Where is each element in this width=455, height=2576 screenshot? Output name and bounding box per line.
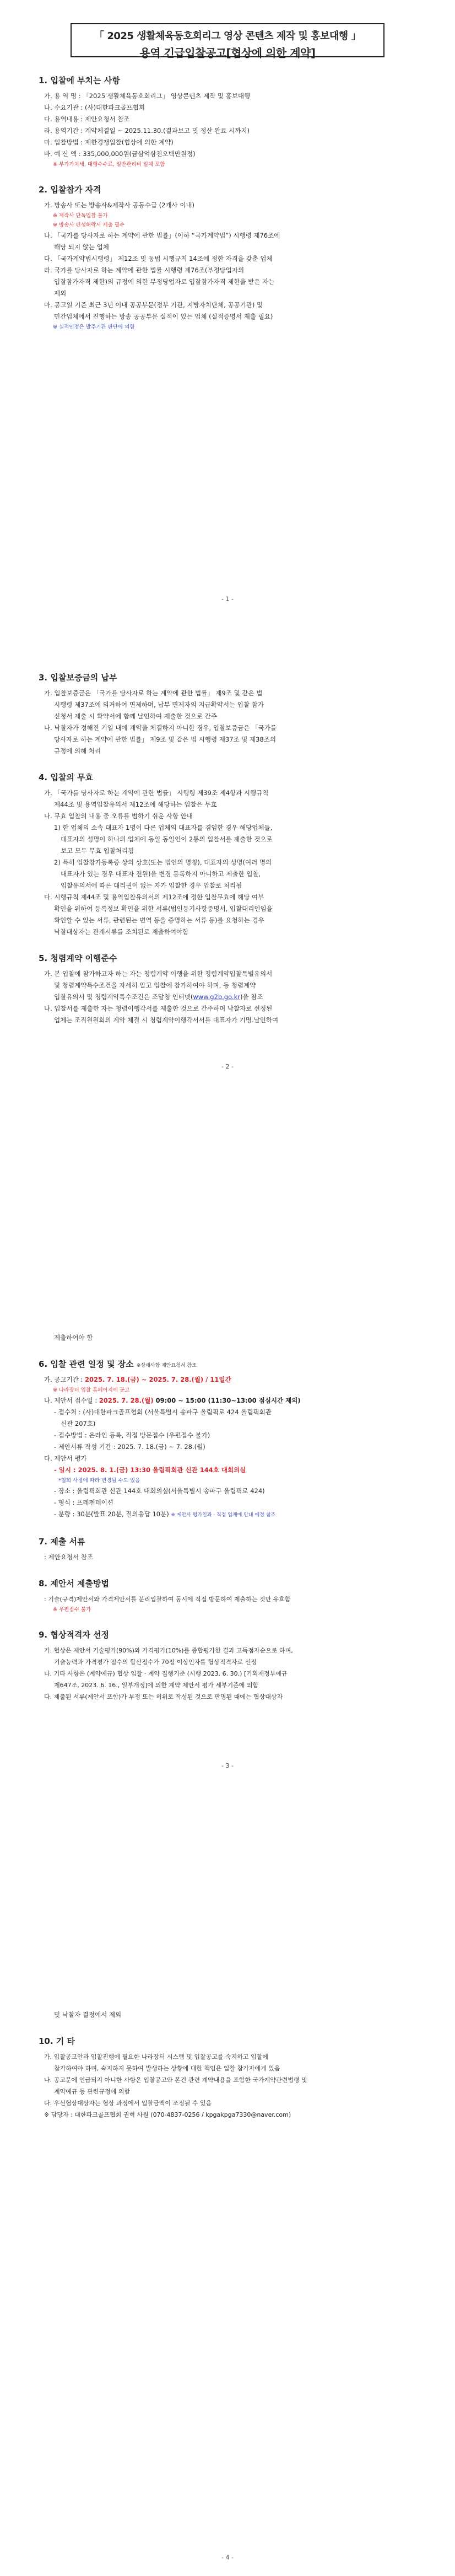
evaluation-duration-note: ※ 제안사 평가일과 · 직접 업체에 안내 예정 참조 bbox=[171, 1512, 276, 1518]
misc-c: 다. 우선협상대상자는 협상 과정에서 입찰금액이 조정될 수 있음 bbox=[44, 2100, 212, 2107]
section-4-heading: 4. 입찰의 무효 bbox=[39, 772, 94, 782]
service-period: 라. 용역기간 : 계약체결일 ~ 2025.11.30.(결과보고 및 정산 완료 시까지) bbox=[44, 127, 250, 135]
negotiation-c: 다. 제출된 서류(제안서 포함)가 부정 또는 허위로 작성된 것으로 판명된 때에는 협상대상자 bbox=[44, 1693, 283, 1700]
integrity-a-1: 가. 본 입찰에 참가하고자 하는 자는 청렴계약 이행을 위한 청렴계약입찰특별유의서 bbox=[44, 970, 273, 978]
invalid-b-1: 나. 무효 입찰의 내용 중 오류를 범하기 쉬운 사항 안내 bbox=[44, 812, 193, 820]
deposit-a-1: 가. 입찰보증금은 「국가를 당사자로 하는 계약에 관한 법률」 제9조 및 같은 법 bbox=[44, 689, 263, 697]
page-number-2: - 2 - bbox=[221, 1063, 234, 1070]
page-2 bbox=[0, 644, 455, 1288]
section-3 bbox=[39, 672, 416, 1026]
notice-title-line1: 「 2025 생활체육동호회리그 영상 콘텐츠 제작 및 홍보대행 」 bbox=[94, 30, 361, 42]
evaluation-duration: - 분량 : 30분(발표 20분, 질의응답 10분) ※ 제안사 평가일과 · 직접 업체에 안내 예정 참조 bbox=[54, 1510, 276, 1518]
invalid-b-2: 1) 한 업체의 소속 대표자 1명이 다른 업체의 대표자를 겸임한 경우 해당업체들, bbox=[54, 824, 273, 831]
page-number-1: - 1 - bbox=[221, 595, 234, 603]
eligibility-note-3: ※ 실적인정은 발주기관 판단에 의함 bbox=[53, 324, 135, 330]
documents-text: : 제안요청서 참조 bbox=[44, 1553, 93, 1561]
misc-a-1: 가. 입찰공고안과 입찰진행에 필요한 나라장터 시스템 및 입찰공고를 숙지하고 입찰에 bbox=[44, 2053, 268, 2060]
section-1-heading: 1. 입찰에 부치는 사항 bbox=[39, 76, 120, 85]
misc-b-1: 나. 공고문에 언급되지 아니한 사항은 입찰공고와 본건 관련 계약내용을 포함한 국가계약관련법령 및 bbox=[44, 2076, 307, 2084]
section-7-heading: 7. 제출 서류 bbox=[39, 1537, 85, 1547]
section-6-heading: 6. 입찰 관련 일정 및 장소 ※상세사항 제안요청서 참조 bbox=[39, 1359, 197, 1369]
invalid-a-2: 제44조 및 용역입찰유의서 제12조에 해당하는 입찰은 무효 bbox=[54, 801, 217, 808]
integrity-b-2: 업체는 조직원원회의 계약 체결 시 청렴계약이행각서서를 대표자가 기명․날인하여 bbox=[54, 1016, 279, 1024]
misc-a-2: 참가하여야 하며, 숙지하지 못하여 발생하는 상황에 대한 책임은 입찰 참가자에게 있음 bbox=[54, 2065, 280, 2072]
submission-date-value: 2025. 7. 28.(월) bbox=[99, 1397, 154, 1404]
page-1 bbox=[0, 0, 455, 644]
drafting-period: - 제안서류 작성 기간 : 2025. 7. 18.(금) ~ 7. 28.(월) bbox=[54, 1443, 205, 1451]
section-6-heading-note: ※상세사항 제안요청서 참조 bbox=[136, 1363, 197, 1368]
service-name: 가. 용 역 명 : 「2025 생활체육동호회리그」 영상콘텐츠 제작 및 홍보대행 bbox=[44, 92, 251, 100]
evaluation-place: - 장소 : 올림픽회관 신관 144호 대회의실(서울특별시 송파구 올림픽로 424) bbox=[54, 1487, 265, 1495]
eligibility-d-1: 라. 국가를 당사자로 하는 계약에 관한 법률 시행령 제76조(부정당업자의 bbox=[44, 266, 245, 274]
invalid-b-5: 2) 특히 입찰참가등록증 상의 상호(또는 법인의 명칭), 대표자의 성명(여러 명의 bbox=[54, 858, 272, 866]
eligibility-b-1: 나. 「국가를 당사자로 하는 계약에 관한 법률」(이하 “국가계약법”) 시행령 제76조에 bbox=[44, 232, 280, 239]
evaluation-heading: 다. 제안서 평가 bbox=[44, 1455, 87, 1462]
notice-period-note: ※ 나라장터 입찰 홈페이지에 공고 bbox=[53, 1387, 130, 1393]
section-1 bbox=[39, 74, 416, 332]
notice-period: 가. 공고기간 : 2025. 7. 18.(금) ~ 2025. 7. 28.(월) / 11일간 bbox=[44, 1376, 231, 1383]
eligibility-d-3: 제외 bbox=[54, 289, 67, 297]
service-content: 다. 용역내용 : 제안요청서 참조 bbox=[44, 115, 130, 123]
invalid-c-2: 확인을 위하여 등록정보 확인을 위한 서류(법인등기사항증명서, 입찰대리인임을 bbox=[54, 905, 273, 913]
eligibility-note-2: ※ 방송사 편성허락서 제출 필수 bbox=[53, 222, 125, 228]
section-2-heading: 2. 입찰참가 자격 bbox=[39, 185, 101, 195]
bid-method: 마. 입찰방법 : 제한경쟁입찰(협상에 의한 계약) bbox=[44, 138, 174, 146]
eligibility-e-2: 민간업체에서 진행하는 방송 공공부문 실적이 있는 업체 (실적증명서 제출 필요) bbox=[54, 313, 273, 320]
integrity-b-1: 나. 입찰서를 제출한 자는 청렴이행각서를 제출한 것으로 간주하며 낙찰자로 선정된 bbox=[44, 1005, 273, 1012]
negotiation-a-2: 기술능력과 가격평가 점수의 합산점수가 70점 이상인자를 협상적격자로 선정 bbox=[54, 1659, 257, 1666]
invalid-c-1: 다. 시행규칙 제44조 및 용역입찰유의서의 제12조에 정한 입찰무효에 해당 여부 bbox=[44, 893, 264, 901]
deposit-a-3: 신청서 제출 시 확약서에 함께 날인하여 제출한 것으로 간주 bbox=[54, 712, 217, 720]
negotiation-b-1: 나. 기타 사항은 (계약예규) 협상 입찰 · 계약 집행기준 (시행 2023. 6. 30.) [기획재정부예규 bbox=[44, 1670, 288, 1677]
integrity-a-3-post: )을 참조 bbox=[240, 993, 263, 1001]
evaluation-date-note: *협회 사정에 따라 변경될 수도 있음 bbox=[58, 1478, 140, 1484]
section-9-heading: 9. 협상적격자 선정 bbox=[39, 1630, 110, 1640]
budget: 바. 예 산 액 : 335,000,000원(금삼억삼천오백만원정) bbox=[44, 150, 196, 158]
invalid-c-4: 낙찰대상자는 관계서류를 조치된로 제출하여야함 bbox=[54, 928, 189, 936]
submission-method-note: ※ 우편접수 불가 bbox=[53, 1607, 91, 1613]
carryover-text-3: 제출하여야 함 bbox=[54, 1334, 93, 1341]
deposit-b-3: 규정에 의해 처리 bbox=[54, 747, 101, 755]
invalid-c-3: 확인할 수 있는 서류, 관련된는 변역 등을 증명하는 서류 등)를 요청하는 경우 bbox=[54, 916, 264, 924]
misc-b-2: 계약예규 등 관련규정에 의함 bbox=[54, 2088, 131, 2095]
submission-date: 나. 제안서 접수일 : 2025. 7. 28.(월) 09:00 ~ 15:00 (11:30~13:00 점심시간 제외) bbox=[44, 1397, 301, 1404]
evaluation-format: - 형식 : 프레젠테이션 bbox=[54, 1499, 113, 1506]
eligibility-c: 다. 「국가계약법시행령」 제12조 및 동법 시행규칙 14조에 정한 자격을 갖춘 업체 bbox=[44, 255, 273, 262]
eligibility-b-2: 해당 되지 않는 업체 bbox=[54, 243, 109, 251]
section-10-heading: 10. 기 타 bbox=[39, 2036, 75, 2046]
eligibility-note-1: ※ 제작사 단독입찰 불가 bbox=[53, 213, 108, 219]
page-4-content bbox=[39, 2009, 416, 2121]
invalid-b-4: 보고 모두 무효 입찰처리됨 bbox=[61, 847, 134, 855]
notice-period-date: 2025. 7. 18.(금) ~ 2025. 7. 28.(월) / 11일간 bbox=[85, 1376, 231, 1383]
client-org: 나. 수요기관 : (사)대한파크골프협회 bbox=[44, 104, 145, 111]
invalid-b-3: 대표자의 성명이 하나의 업체에 동일 동일인이 2통의 입찰서를 제출한 것으로 bbox=[61, 835, 273, 843]
page-number-3: - 3 - bbox=[221, 1762, 234, 1769]
eligibility-a: 가. 방송사 또는 방송사&제작사 공동수급 (2개사 이내) bbox=[44, 201, 195, 209]
invalid-b-6: 대표자가 있는 경우 대표자 전원)을 변경 등록하지 아니하고 제출한 입찰, bbox=[61, 870, 261, 878]
page-4 bbox=[0, 1932, 455, 2576]
invalid-b-7: 입찰유의서에 따른 대리권이 없는 자가 입찰한 경우 입찰로 처리됨 bbox=[61, 882, 242, 889]
eligibility-d-2: 입찰참가자격 제한)의 규정에 의한 부정당업자로 입찰참가자격 제한을 받은 자는 bbox=[54, 278, 275, 286]
eligibility-e-1: 마. 공고일 기준 최근 3년 이내 공공부문(정부 기관, 지방자치단체, 공공기관) 및 bbox=[44, 301, 263, 309]
integrity-a-3-pre: 입찰유의서 및 청렴계약특수조건은 조달청 인터넷( bbox=[54, 993, 193, 1001]
integrity-a-2: 및 청렴계약특수조건을 자세히 알고 입찰에 참가하여야 하며, 동 청렴계약 bbox=[54, 981, 256, 989]
notice-title-box bbox=[71, 23, 384, 60]
submission-place-1: - 접수처 : (사)대한파크골프협회 (서울특별시 송파구 올림픽로 424 올림픽회관 bbox=[54, 1408, 272, 1416]
page-number-4: - 4 - bbox=[221, 2554, 234, 2561]
section-3-heading: 3. 입찰보증금의 납부 bbox=[39, 673, 117, 683]
negotiation-a-1: 가. 협상은 제안서 기술평가(90%)와 가격평가(10%)를 종합평가한 결과 고득점자순으로 하며, bbox=[44, 1647, 293, 1654]
carryover-text-4: 및 낙찰자 결정에서 제외 bbox=[54, 2011, 122, 2019]
deposit-b-2: 당사자로 하는 계약에 관한 법률」 제9조 및 같은 법 시행령 제37조 및 제38조의 bbox=[54, 736, 276, 743]
page-3-content bbox=[39, 1332, 416, 1703]
contact-info: ※ 담당자 : 대한파크골프협회 권혁 사원 (070-4837-0256 / kpgakpga7330@naver.com) bbox=[44, 2111, 291, 2118]
submission-place-2: 신관 207호) bbox=[61, 1420, 96, 1427]
deposit-b-1: 나. 낙찰자가 정해진 기일 내에 계약을 체결하지 아니한 경우, 입찰보증금은 「국가를 bbox=[44, 724, 277, 732]
page-3 bbox=[0, 1288, 455, 1932]
notice-title-line2: 용역 긴급입찰공고[협상에 의한 계약] bbox=[139, 46, 316, 60]
g2b-link[interactable]: www.g2b.go.kr bbox=[193, 993, 240, 1001]
submission-method: - 접수방법 : 온라인 등록, 직접 방문접수 (우편접수 불가) bbox=[54, 1431, 210, 1439]
evaluation-date: - 일시 : 2025. 8. 1.(금) 13:30 올림픽회관 신관 144호 대회의실 bbox=[54, 1466, 246, 1474]
section-8-heading: 8. 제안서 제출방법 bbox=[39, 1579, 110, 1588]
budget-note: ※ 부가가치세, 대행수수료, 일반관리비 일체 포함 bbox=[53, 162, 165, 168]
negotiation-b-2: 제647조, 2023. 6. 16., 일부개정]에 의한 계약 제안서 평가 세부기준에 의함 bbox=[54, 1682, 259, 1689]
invalid-a-1: 가. 「국가를 당사자로 하는 계약에 관한 법률」 시행령 제39조 제4항과 시행규칙 bbox=[44, 789, 269, 797]
deposit-a-2: 시행령 제37조에 의거하여 면제하며, 납부 면제자의 지급확약서는 입찰 참가 bbox=[54, 701, 264, 709]
submission-method-text: : 기술(규격)제안서와 가격제안서를 분리입찰하여 동시에 직접 방문하여 제출하는 것만 유효함 bbox=[44, 1596, 291, 1603]
section-5-heading: 5. 청렴계약 이행준수 bbox=[39, 953, 117, 963]
integrity-a-3 bbox=[39, 991, 416, 1003]
